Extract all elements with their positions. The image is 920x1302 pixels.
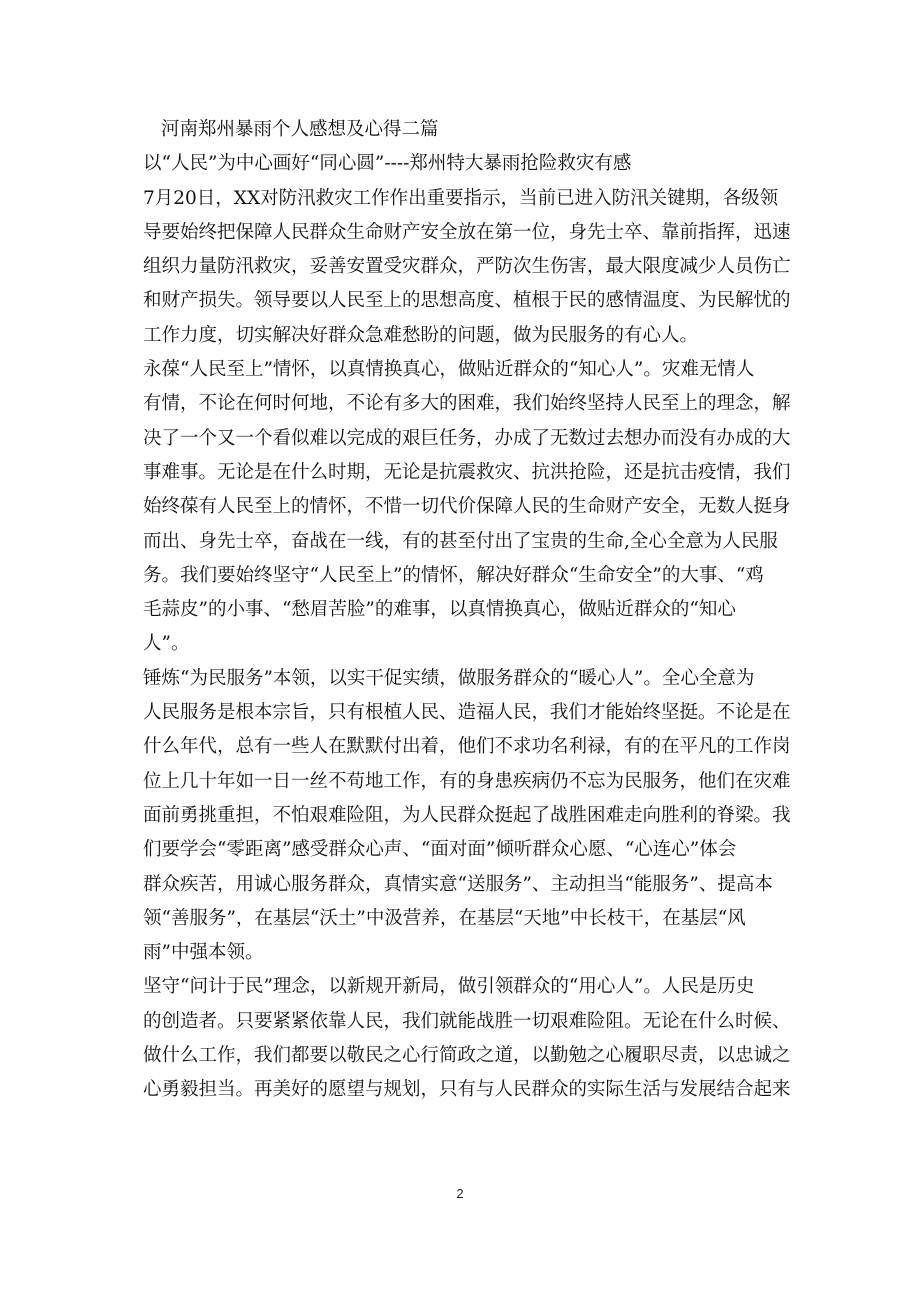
text-line: 工作力度，切实解决好群众急难愁盼的问题，做为民服务的有心人。 xyxy=(143,324,699,346)
text-line: 永葆“人民至上”情怀，以真情换真心，做贴近群众的“知心人”。灾难无情人 xyxy=(143,359,755,381)
text-line: 人”。 xyxy=(143,633,190,655)
page-number: 2 xyxy=(456,1186,464,1201)
text-line: 什么年代，总有一些人在默默付出着，他们不求功名利禄，有的在平凡的工作岗 xyxy=(143,736,791,758)
text-line: 们要学会“零距离”感受群众心声、“面对面”倾听群众心愿、“心连心”体会 xyxy=(143,839,737,861)
text-line: 组织力量防汛救灾，妥善安置受灾群众，严防次生伤害，最大限度减少人员伤亡 xyxy=(143,256,791,278)
text-line: 人民服务是根本宗旨，只有根植人民、造福人民，我们才能始终坚挺。不论是在 xyxy=(143,702,791,724)
text-line: 决了一个又一个看似难以完成的艰巨任务，办成了无数过去想办而没有办成的大 xyxy=(143,427,791,449)
text-line: 做什么工作，我们都要以敬民之心行简政之道，以勤勉之心履职尽责，以忠诚之 xyxy=(143,1045,791,1067)
document-body xyxy=(143,113,791,1108)
text-line: 始终葆有人民至上的情怀，不惜一切代价保障人民的生命财产安全，无数人挺身 xyxy=(143,496,791,518)
text-line: 面前勇挑重担，不怕艰难险阻，为人民群众挺起了战胜困难走向胜利的脊梁。我 xyxy=(143,804,791,826)
text-line: 毛蒜皮”的小事、“愁眉苦脸”的难事，以真情换真心，做贴近群众的“知心 xyxy=(143,599,736,621)
text-line: 心勇毅担当。再美好的愿望与规划，只有与人民群众的实际生活与发展结合起来 xyxy=(143,1079,791,1101)
text-line: 务。我们要始终坚守“人民至上”的情怀，解决好群众“生命安全”的大事、“鸡 xyxy=(143,564,764,586)
text-line: 位上几十年如一日一丝不苟地工作，有的身患疾病仍不忘为民服务，他们在灾难 xyxy=(143,770,791,792)
text-line: 的创造者。只要紧紧依靠人民，我们就能战胜一切艰难险阻。无论在什么时候、 xyxy=(143,1010,791,1032)
text-line: 锤炼“为民服务”本领，以实干促实绩，做服务群众的“暖心人”。全心全意为 xyxy=(143,667,755,689)
text-line: 7月20日，XX对防汛救灾工作作出重要指示，当前已进入防汛关键期，各级领 xyxy=(143,187,779,209)
text-line: 事难事。无论是在什么时期，无论是抗震救灾、抗洪抢险，还是抗击疫情，我们 xyxy=(143,461,791,483)
text-line: 领“善服务”，在基层“沃土”中汲营养，在基层“天地”中长枝干，在基层“风 xyxy=(143,907,746,929)
article-heading: 以“人民”为中心画好“同心圆”----郑州特大暴雨抢险救灾有感 xyxy=(143,153,632,175)
document-title: 河南郑州暴雨个人感想及心得二篇 xyxy=(161,119,439,140)
text-line: 坚守“问计于民”理念，以新规开新局，做引领群众的“用心人”。人民是历史 xyxy=(143,976,755,998)
text-line: 群众疾苦，用诚心服务群众，真情实意“送服务”、主动担当“能服务”、提高本 xyxy=(143,873,773,895)
text-line: 而出、身先士卒，奋战在一线，有的甚至付出了宝贵的生命,全心全意为人民服 xyxy=(143,530,778,552)
text-line: 导要始终把保障人民群众生命财产安全放在第一位，身先士卒、靠前指挥，迅速 xyxy=(143,221,791,243)
text-line: 有情，不论在何时何地，不论有多大的困难，我们始终坚持人民至上的理念，解 xyxy=(143,393,791,415)
text-line: 雨”中强本领。 xyxy=(143,942,264,964)
text-line: 和财产损失。领导要以人民至上的思想高度、植根于民的感情温度、为民解忧的 xyxy=(143,290,791,312)
